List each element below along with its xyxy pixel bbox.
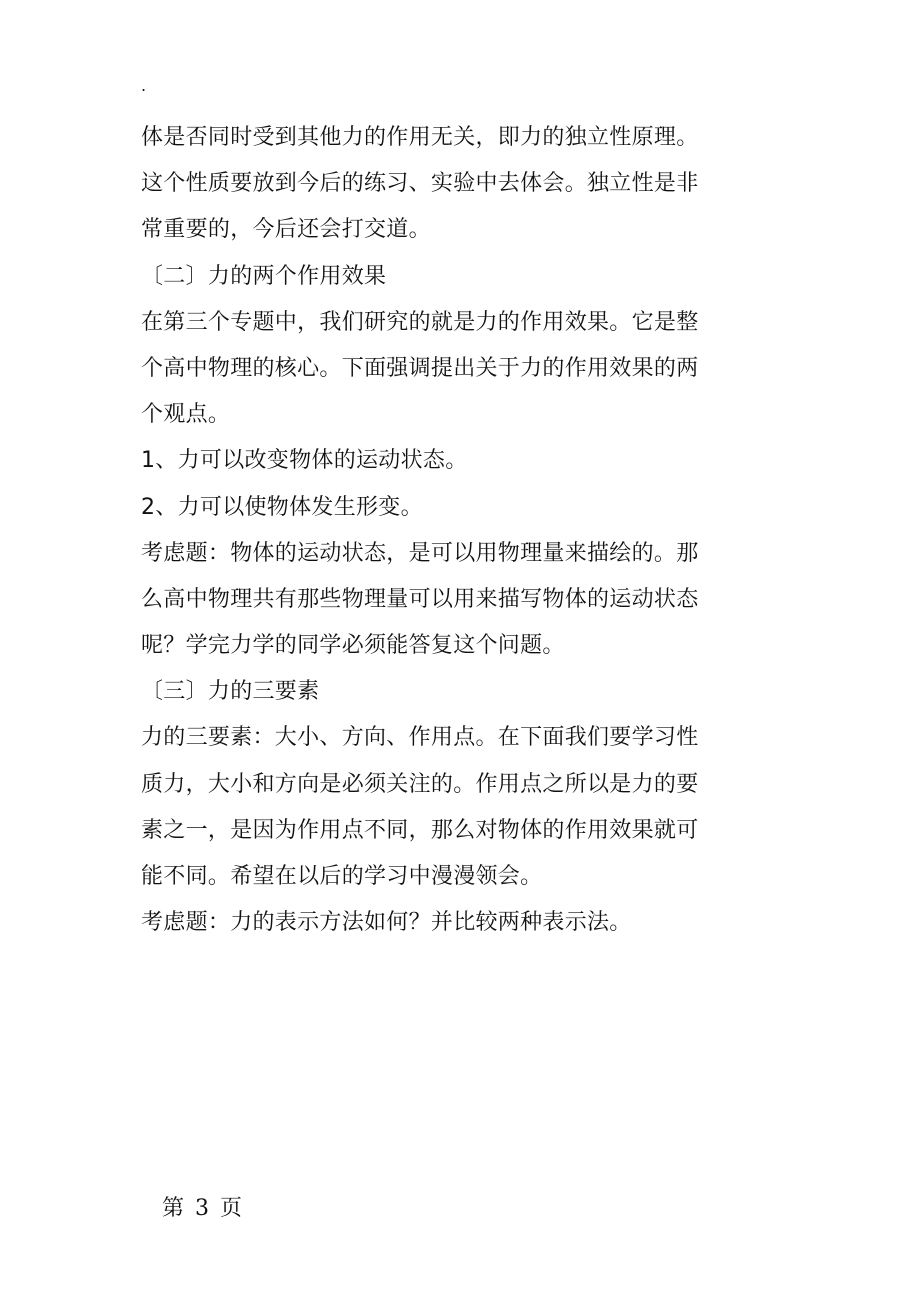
text-line: 这个性质要放到今后的练习、实验中去体会。独立性是非	[141, 171, 699, 197]
question-line: 考虑题：力的表示方法如何？并比较两种表示法。	[141, 910, 632, 936]
text-line: 在第三个专题中，我们研究的就是力的作用效果。它是整	[141, 309, 699, 335]
header-mark: .	[141, 76, 147, 95]
text-line: 力的三要素：大小、方向、作用点。在下面我们要学习性	[141, 725, 699, 751]
text-line: 呢？学完力学的同学必须能答复这个问题。	[141, 633, 565, 659]
text-line: 素之一，是因为作用点不同，那么对物体的作用效果就可	[141, 817, 699, 843]
text-line: 质力，大小和方向是必须关注的。作用点之所以是力的要	[141, 771, 699, 797]
section-heading-two: 〔二〕力的两个作用效果	[141, 263, 387, 289]
body-text	[141, 115, 781, 946]
question-line: 考虑题：物体的运动状态，是可以用物理量来描绘的。那	[141, 540, 699, 566]
page-number: 第 3 页	[162, 1196, 242, 1221]
section-heading-three: 〔三〕力的三要素	[141, 679, 320, 705]
list-item: 1、力可以改变物体的运动状态。	[141, 448, 468, 474]
text-line: 个高中物理的核心。下面强调提出关于力的作用效果的两	[141, 355, 699, 381]
text-line: 体是否同时受到其他力的作用无关，即力的独立性原理。	[141, 125, 699, 150]
list-item: 2、力可以使物体发生形变。	[141, 494, 423, 520]
text-line: 个观点。	[141, 402, 231, 428]
text-line: 么高中物理共有那些物理量可以用来描写物体的运动状态	[141, 586, 699, 612]
text-line: 常重要的，今后还会打交道。	[141, 217, 431, 243]
text-line: 能不同。希望在以后的学习中漫漫领会。	[141, 864, 543, 889]
